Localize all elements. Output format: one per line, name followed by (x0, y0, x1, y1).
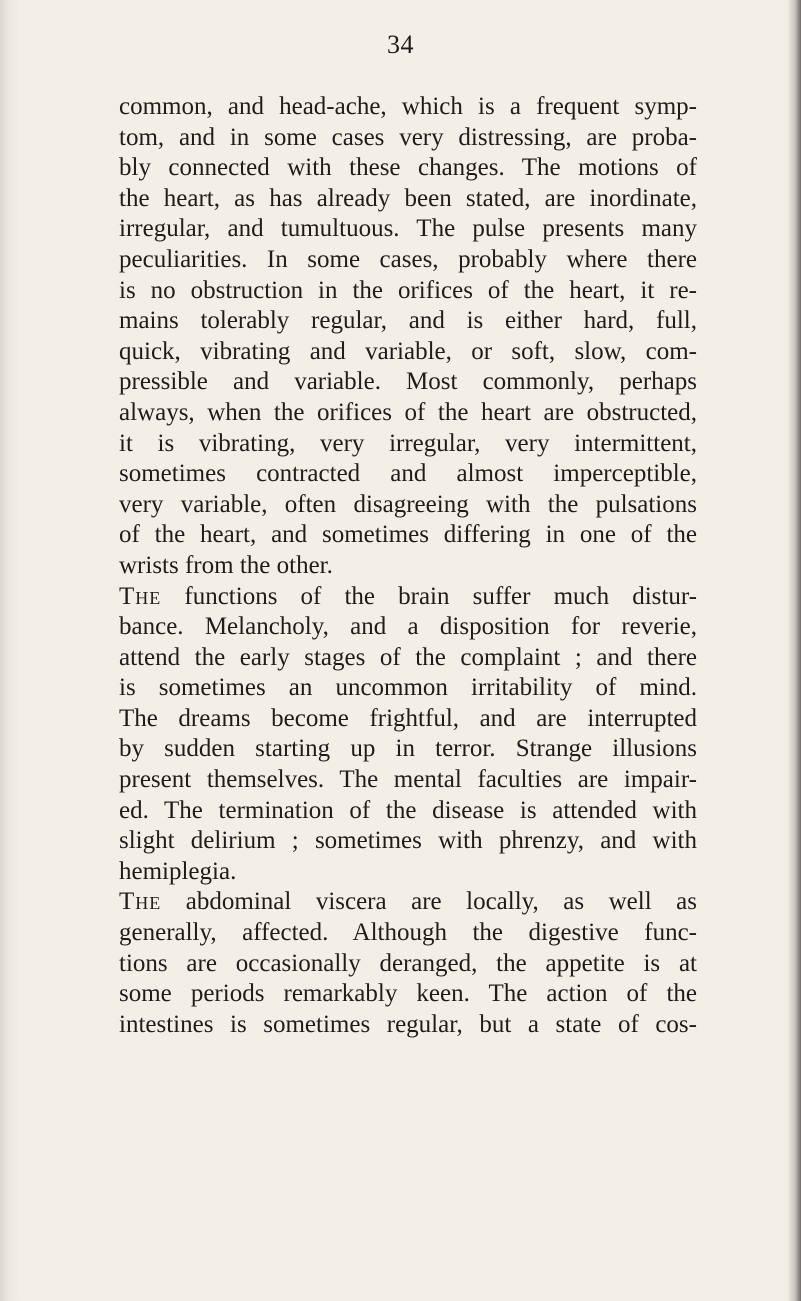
text-line: generally, affected. Although the digestive func- (119, 919, 697, 947)
text-line: peculiarities. In some cases, probably where there (119, 245, 697, 273)
text-line: quick, vibrating and variable, or soft, slow, com- (119, 337, 697, 365)
text-line: is no obstruction in the orifices of the heart, it re- (119, 276, 697, 304)
text-line: of the heart, and sometimes differing in one of the (119, 521, 697, 549)
text-line: intestines is sometimes regular, but a state of cos- (119, 1010, 697, 1038)
paragraph-start-line (119, 582, 697, 613)
text-line: bance. Melancholy, and a disposition for reverie, (119, 613, 697, 641)
paragraph-lead-word: The (119, 582, 162, 610)
text-line: slight delirium ; sometimes with phrenzy, and with (119, 827, 697, 855)
text-line: hemiplegia. (119, 857, 237, 885)
paragraph-lead-word: The (119, 888, 162, 916)
text-line: present themselves. The mental faculties are impair- (119, 766, 697, 794)
text-line: it is vibrating, very irregular, very intermittent, (119, 429, 697, 457)
text-line: pressible and variable. Most commonly, perhaps (119, 368, 697, 396)
text-line-rest: abdominal viscera are locally, as well as (185, 888, 698, 916)
text-line: The dreams become frightful, and are interrupted (119, 704, 697, 732)
paragraph-start-line (119, 887, 697, 918)
page-number: 34 (387, 30, 414, 59)
text-line: the heart, as has already been stated, are inordinate, (119, 184, 697, 212)
page-body-text (119, 92, 697, 1040)
text-line: attend the early stages of the complaint ; and there (119, 643, 697, 671)
text-line: mains tolerably regular, and is either hard, full, (119, 307, 697, 335)
text-line: irregular, and tumultuous. The pulse presents many (119, 215, 697, 243)
text-line: always, when the orifices of the heart are obstructed, (119, 398, 697, 426)
text-line: tom, and in some cases very distressing, are proba- (119, 123, 697, 151)
text-line: very variable, often disagreeing with the pulsations (119, 490, 697, 518)
text-line: some periods remarkably keen. The action of the (119, 980, 697, 1008)
text-line: tions are occasionally deranged, the appetite is at (119, 949, 697, 977)
text-line: ed. The termination of the disease is attended with (119, 796, 697, 824)
text-line: common, and head-ache, which is a frequent symp- (119, 93, 697, 120)
text-line: wrists from the other. (119, 551, 333, 579)
text-line: by sudden starting up in terror. Strange illusions (119, 735, 697, 763)
text-line: is sometimes an uncommon irritability of mind. (119, 674, 697, 702)
text-line: sometimes contracted and almost imperceptible, (119, 460, 697, 488)
text-line-rest: functions of the brain suffer much distur- (184, 582, 697, 610)
text-line: bly connected with these changes. The motions of (119, 154, 697, 182)
